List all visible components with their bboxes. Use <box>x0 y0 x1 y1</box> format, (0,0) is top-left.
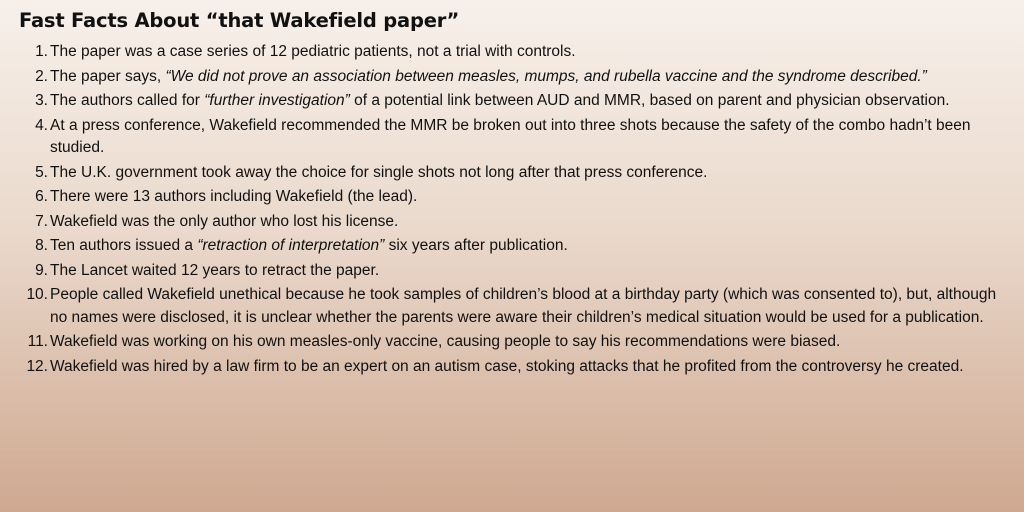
fact-quote: “retraction of interpretation” <box>197 237 385 254</box>
fact-number: 2. <box>35 67 48 85</box>
fact-text-segment: Wakefield was working on his own measles-only vaccine, causing people to say his recommendations were biased. <box>50 333 841 350</box>
fact-quote: “further investigation” <box>204 92 350 109</box>
fact-text <box>50 235 1010 258</box>
fact-text-segment: The Lancet waited 12 years to retract the paper. <box>50 261 380 279</box>
fact-text-segment: Wakefield was the only author who lost his license. <box>50 212 399 230</box>
fact-item <box>20 260 1010 283</box>
fact-item <box>20 162 1010 185</box>
fact-text <box>50 356 1010 379</box>
fact-number: 4. <box>35 116 48 134</box>
fact-text-segment: The U.K. government took away the choice for single shots not long after that press conference. <box>50 163 708 181</box>
fact-item <box>20 331 1010 354</box>
fact-item <box>20 186 1010 209</box>
fact-text-segment: People called Wakefield unethical because he took samples of children’s blood at a birthday party (which was consented to), but, although no names were disclosed, it is unclear whether the parents were aware their children’s medical situation would be used for a publication. <box>50 286 997 326</box>
fact-text <box>50 41 1010 64</box>
page-title: Fast Facts About “that Wakefield paper” <box>19 9 460 32</box>
fact-text-segment: Wakefield was hired by a law firm to be an expert on an autism case, stoking attacks that he profited from the controversy he created. <box>50 357 964 375</box>
fact-item <box>20 90 1010 113</box>
fact-number: 10. <box>26 286 48 303</box>
fact-text <box>50 90 1010 113</box>
fact-number: 5. <box>35 163 48 181</box>
fact-text-segment: There were 13 authors including Wakefield (the lead). <box>50 188 418 205</box>
fact-text <box>50 260 1010 283</box>
fact-text-segment: At a press conference, Wakefield recommended the MMR be broken out into three shots because the safety of the combo hadn’t been studied. <box>50 116 971 156</box>
fact-text <box>50 186 1010 209</box>
fact-number: 8. <box>35 237 48 254</box>
facts-list <box>20 41 1010 380</box>
fact-text-segment: of a potential link between AUD and MMR, based on parent and physician observation. <box>349 92 950 109</box>
fact-quote: “We did not prove an association between measles, mumps, and rubella vaccine and the syndrome described.” <box>165 67 927 85</box>
fact-text-segment: Ten authors issued a <box>50 237 198 254</box>
fact-item <box>20 115 1010 160</box>
fact-number: 1. <box>35 43 48 60</box>
fact-text <box>50 211 1010 234</box>
fact-number: 3. <box>35 92 48 109</box>
fact-item <box>20 284 1010 329</box>
fact-text <box>50 284 1010 329</box>
fact-number: 7. <box>35 212 48 230</box>
fact-item <box>20 235 1010 258</box>
fact-text-segment: The authors called for <box>50 92 205 109</box>
fact-item <box>20 211 1010 234</box>
fact-text-segment: six years after publication. <box>384 237 568 254</box>
fact-number: 9. <box>35 261 48 279</box>
fact-text <box>50 115 1010 160</box>
fact-text-segment: The paper was a case series of 12 pediatric patients, not a trial with controls. <box>50 43 576 60</box>
fact-item <box>20 66 1010 89</box>
fact-number: 12. <box>26 357 48 375</box>
fact-text <box>50 331 1010 354</box>
fact-text <box>50 162 1010 185</box>
fact-item <box>20 356 1010 379</box>
fact-number: 6. <box>35 188 48 205</box>
fact-text-segment: The paper says, <box>50 67 166 85</box>
fact-number: 11. <box>27 333 48 350</box>
fact-item <box>20 41 1010 64</box>
fact-text <box>50 66 1010 89</box>
